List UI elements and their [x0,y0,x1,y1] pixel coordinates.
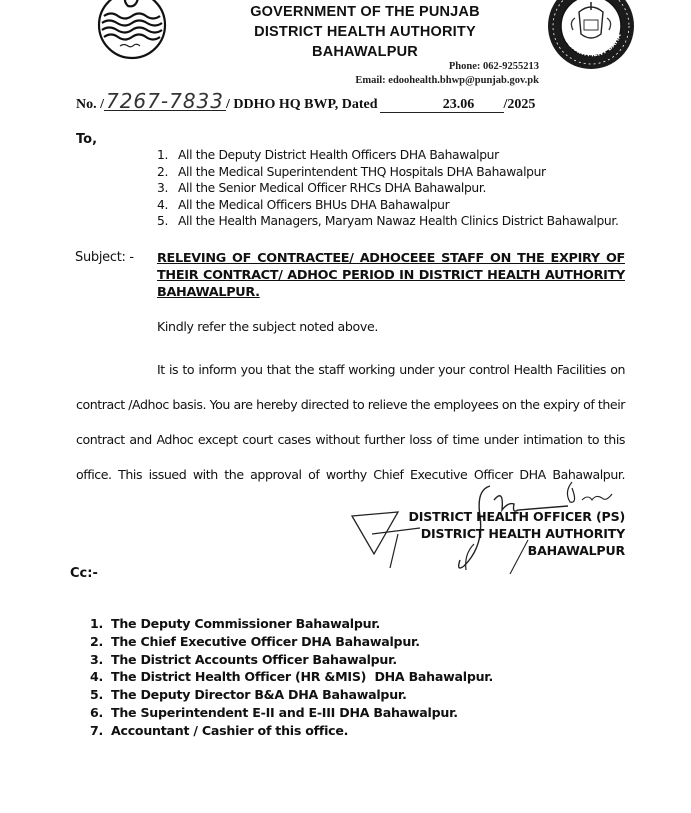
seal-text: DEPARTMENT BAHA [563,32,623,59]
list-item: 3. The District Accounts Officer Bahawalpur. [90,651,397,667]
addressee-list [157,147,619,230]
punjab-emblem-logo [96,0,168,62]
subject-text: RELEVING OF CONTRACTEE/ ADHOCEEE STAFF ON THE EXPIRY OF THEIR CONTRACT/ ADHOC PERIOD IN DISTRICT HEALTH AUTHORITY BAHAWALPUR. [157,251,625,300]
body-paragraph: It is to inform you that the staff working under your control Health Facilities on contract /Adhoc basis. You are hereby directed to relieve the employees on the expiry of their contract and Adhoc except court cases without further loss of time under intimation to this office. This issued with the approval of worthy Chief Executive Officer DHA Bahawalpur. [76,362,625,482]
list-item: 6. The Superintendent E-II and E-III DHA Bahawalpur. [90,704,458,720]
health-department-seal-logo [545,0,637,70]
phone-number: Phone: 062-9255213 [448,61,539,72]
list-item: 7. Accountant / Cashier of this office. [90,722,349,738]
to-label: To, [76,132,98,147]
header-authority: DISTRICT HEALTH AUTHORITY [254,24,476,40]
cc-list [90,615,493,740]
header-city: BAHAWALPUR [312,44,418,60]
signatory-city: BAHAWALPUR [527,543,625,558]
list-item: 1. The Deputy Commissioner Bahawalpur. [90,616,381,631]
list-item: 3. All the Senior Medical Officer RHCs DHA Bahawalpur. [157,181,486,196]
reference-number-handwritten: 7267-7833 [105,89,224,113]
list-item: 5. All the Health Managers, Maryam Nawaz Health Clinics District Bahawalpur. [157,214,619,229]
signatory-authority: DISTRICT HEALTH AUTHORITY [420,526,625,541]
reference-office-code: / DDHO HQ BWP, Dated [226,97,378,112]
reference-date: 23.06 [442,97,475,112]
list-item: 1. All the Deputy District Health Officers DHA Bahawalpur [157,148,499,162]
header-government: GOVERNMENT OF THE PUNJAB [250,4,480,20]
list-item: 4. All the Medical Officers BHUs DHA Bahawalpur [157,197,450,212]
list-item: 2. All the Medical Superintendent THQ Hospitals DHA Bahawalpur [157,164,546,179]
cc-label: Cc:- [70,566,98,581]
reference-prefix: No. / [76,97,104,112]
reference-year: /2025 [503,97,536,112]
signature-block [409,508,625,559]
signatory-title: DISTRICT HEALTH OFFICER (PS) [408,509,625,524]
reference-line [76,89,536,113]
subject-label: Subject: - [75,250,134,265]
reference-date-field [380,97,504,113]
list-item: 5. The Deputy Director B&A DHA Bahawalpur. [90,687,407,703]
email-address: Email: edoohealth.bhwp@punjab.gov.pk [355,75,539,86]
list-item: 4. The District Health Officer (HR &MIS) DHA Bahawalpur. [90,669,494,685]
greeting-text: Kindly refer the subject noted above. [157,319,379,334]
list-item: 2. The Chief Executive Officer DHA Bahawalpur. [90,633,420,649]
